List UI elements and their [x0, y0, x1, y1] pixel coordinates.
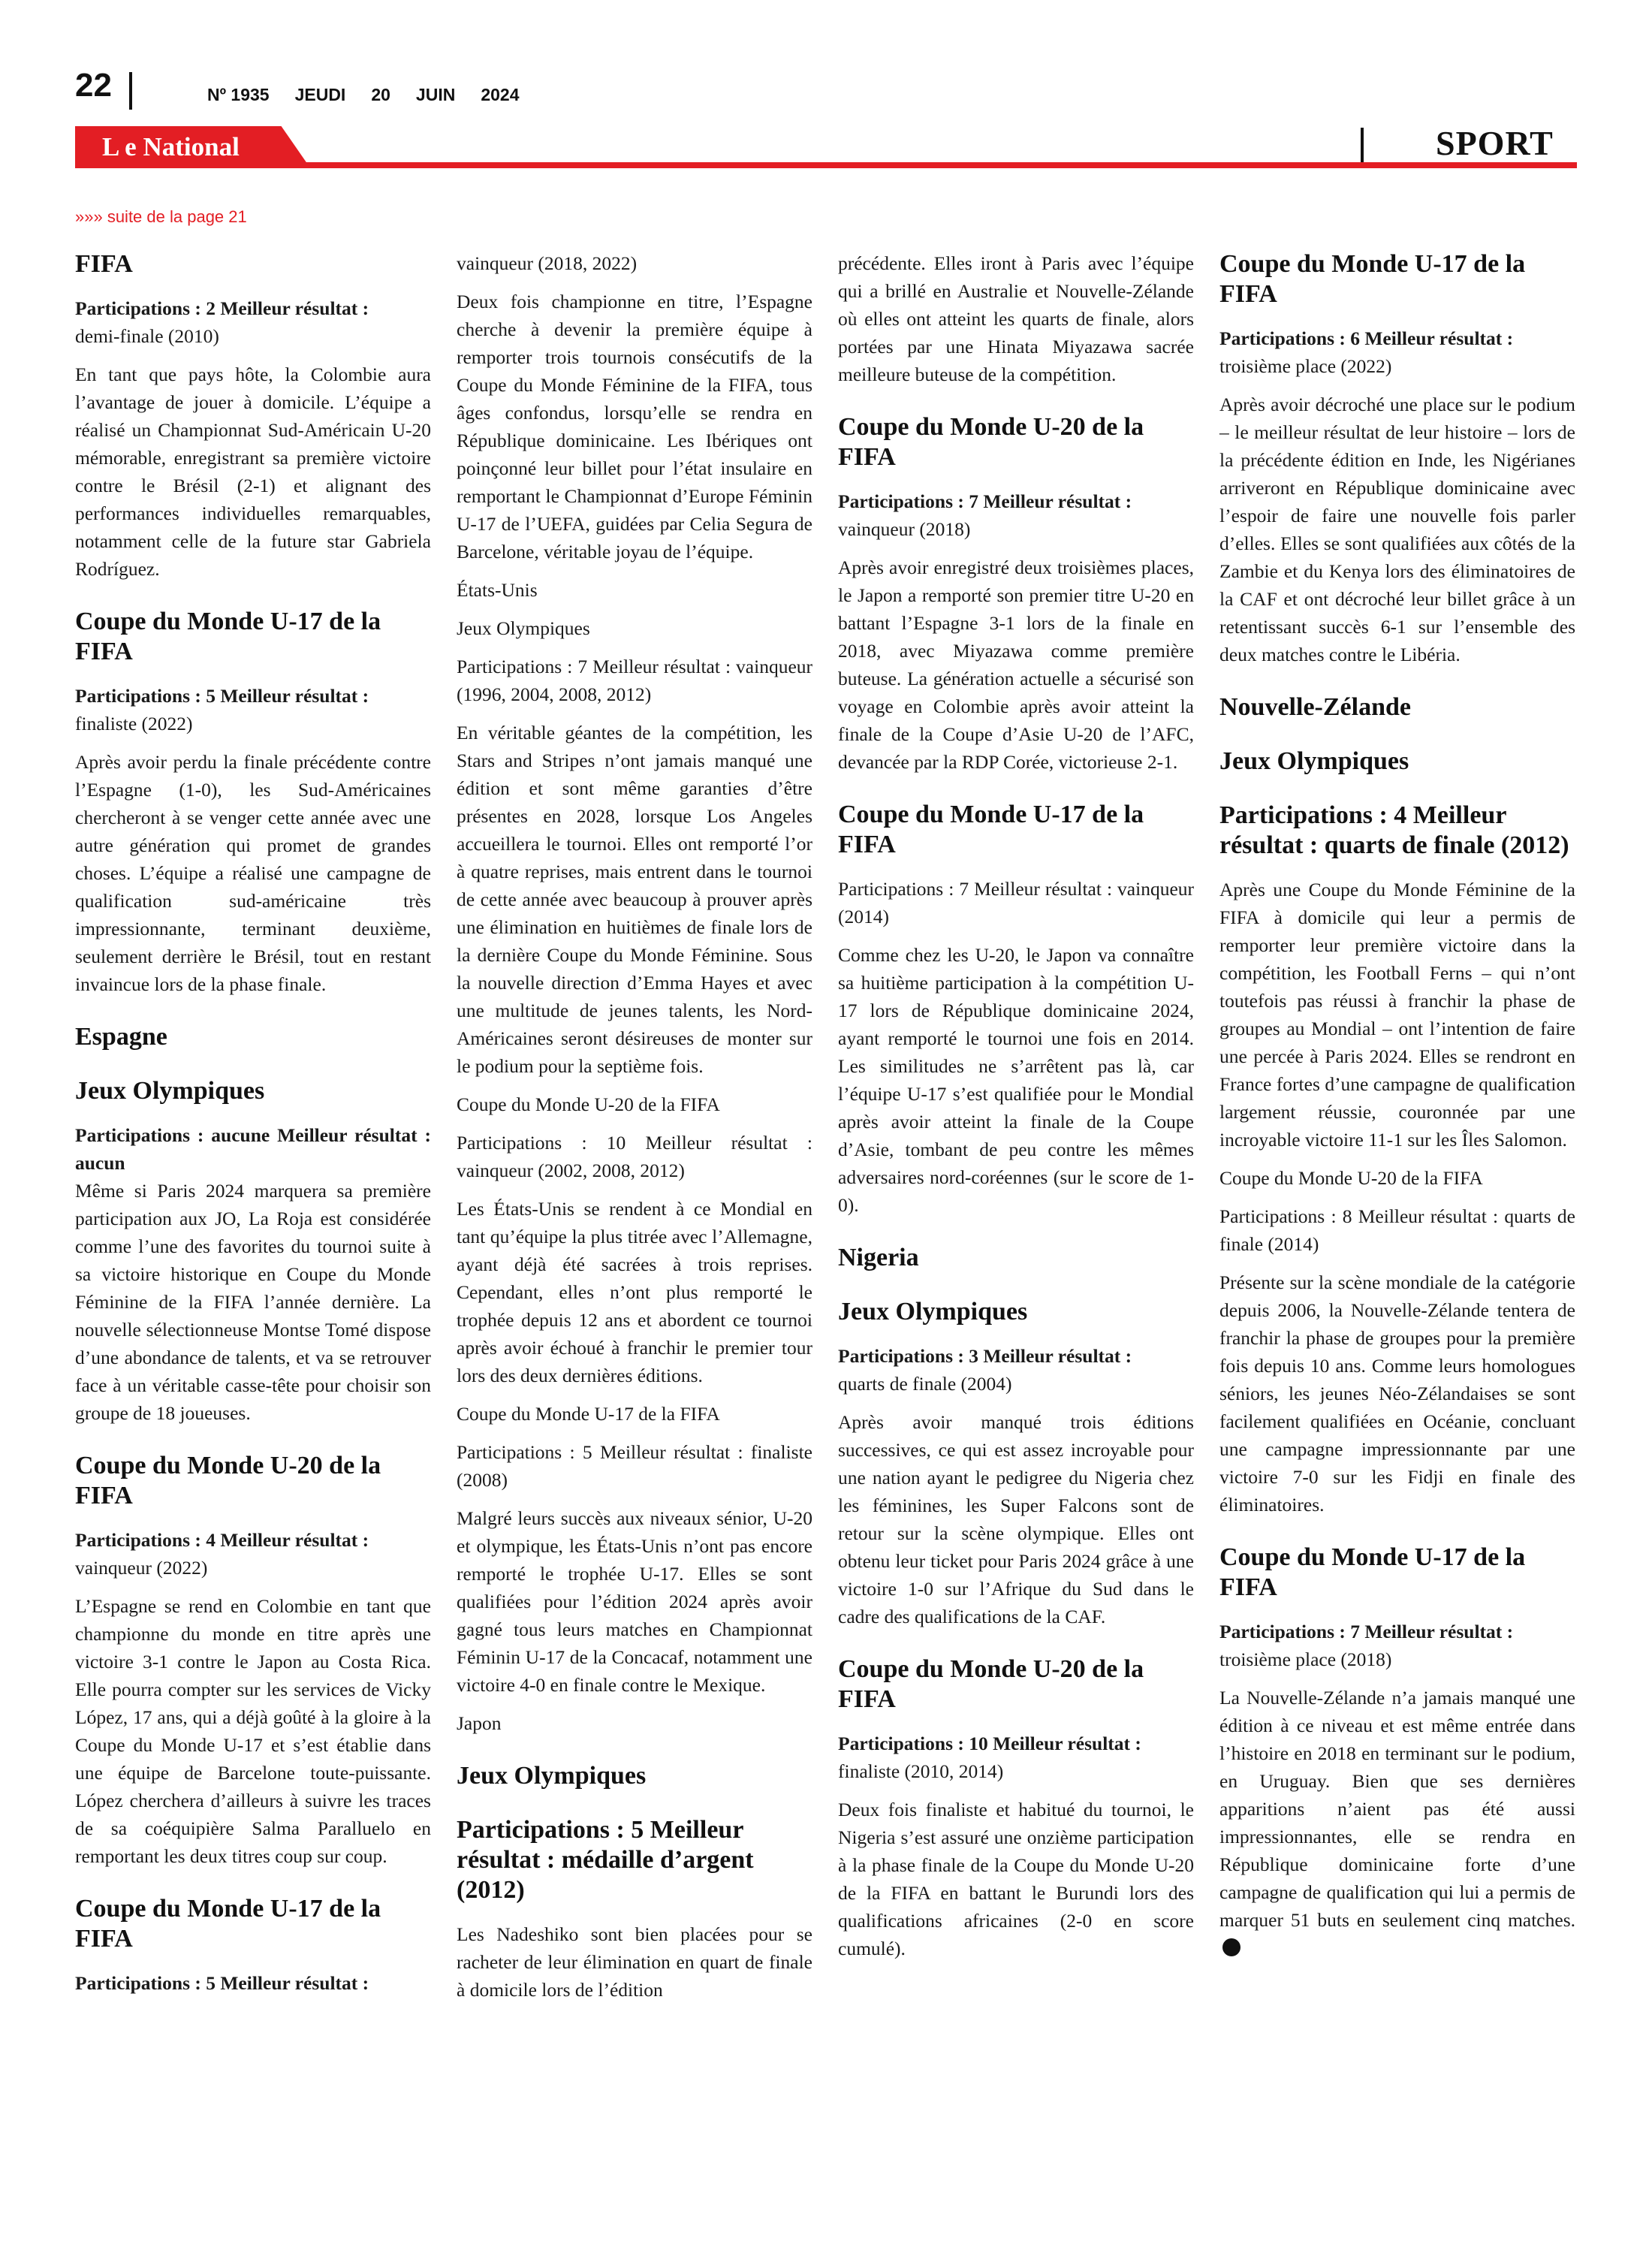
issue-day: JEUDI: [294, 85, 346, 104]
paragraph: [838, 1408, 1194, 1630]
block-text: Participations : 7 Meilleur résultat : vainqueur (1996, 2004, 2008, 2012): [457, 656, 812, 705]
participation-summary: [838, 1730, 1194, 1757]
participation-summary: [838, 1342, 1194, 1370]
block-text: vainqueur (2018): [838, 518, 971, 540]
issue-meta: [207, 86, 545, 104]
participation-summary: [75, 1969, 431, 1997]
block-text: En tant que pays hôte, la Colombie aura l’avantage de jouer à domicile. L’équipe a réalisé un Championnat Sud-Américain U-20 mémorable, enregistrant sa première victoire contre le Brésil (2-1) et alignant des performances individuelles remarquables, notamment celle de la future star Gabriela Rodríguez.: [75, 363, 431, 580]
section-heading: [838, 800, 1194, 860]
best-result: [75, 322, 431, 350]
section-heading: [838, 1654, 1194, 1715]
block-text: États-Unis: [457, 579, 538, 601]
paragraph: [838, 1796, 1194, 1962]
block-text: Participations : 5 Meilleur résultat : médaille d’argent (2012): [457, 1816, 754, 1904]
block-text: Participations : 7 Meilleur résultat :: [1219, 1621, 1514, 1642]
paragraph: [1219, 1684, 1575, 1962]
section-title: SPORT: [1436, 124, 1554, 162]
subheading: [457, 1400, 812, 1428]
best-result: [838, 1757, 1194, 1785]
block-text: Participations : 10 Meilleur résultat : vainqueur (2002, 2008, 2012): [457, 1132, 812, 1181]
block-text: Participations : 10 Meilleur résultat :: [838, 1733, 1141, 1754]
block-text: Après avoir décroché une place sur le podium – le meilleur résultat de leur histoire – lors de la précédente édition en Inde, les Nigérianes arriveront en République dominicaine avec l’espoir de faire une nouvelle fois parler d’elles. Elles se sont qualifiées aux côtés de la Zambie et du Kenya lors des éliminatoires de la CAF et ont décroché leur billet grâce à un retentissant succès 6-1 sur l’ensemble des deux matches contre le Libéria.: [1219, 394, 1575, 665]
issue-month: JUIN: [415, 85, 456, 104]
block-text: Après une Coupe du Monde Féminine de la FIFA à domicile qui leur a permis de remporter leur première victoire dans la compétition, les Football Ferns – qui n’ont toutefois pas réussi à franchir la phase de groupes au Mondial – ont l’intention de faire une percée à Paris 2024. Elles se rendront en France fortes d’une campagne de qualification largement réussie, couronnée par une incroyable victoire 11-1 sur les Îles Salomon.: [1219, 879, 1575, 1151]
paragraph: [457, 1504, 812, 1699]
block-text: Coupe du Monde U-20 de la FIFA: [838, 413, 1144, 471]
section-heading: [75, 1076, 431, 1106]
paragraph: [75, 360, 431, 583]
block-text: Espagne: [75, 1023, 167, 1051]
participation-summary: [75, 1526, 431, 1554]
block-text: Coupe du Monde U-17 de la FIFA: [75, 608, 381, 665]
block-text: Jeux Olympiques: [457, 1762, 647, 1790]
subheading: [457, 614, 812, 642]
issue-number: Nº 1935: [207, 85, 270, 104]
block-text: Après avoir enregistré deux troisièmes places, le Japon a remporté son premier titre U-20 en battant l’Espagne 3-1 lors de la finale en 2018, avec Miyazawa comme première buteuse. La génération actuelle a sécurisé son voyage en Colombie après avoir atteint la finale de la Coupe d’Asie U-20 de l’AFC, devancée par la RDP Corée, victorieuse 2-1.: [838, 556, 1194, 773]
block-text: Deux fois finaliste et habitué du tournoi, le Nigeria s’est assuré une onzième participation à la phase finale de la Coupe du Monde U-20 de la FIFA en battant le Burundi lors des qualifications africaines (2-0 en score cumulé).: [838, 1799, 1194, 1959]
block-text: Participations : 7 Meilleur résultat :: [838, 490, 1132, 512]
participation-summary: [75, 682, 431, 710]
participation-summary: [838, 487, 1194, 515]
best-result: [457, 249, 812, 277]
block-text: Jeux Olympiques: [1219, 747, 1409, 775]
block-text: Participations : 4 Meilleur résultat :: [75, 1529, 369, 1551]
block-text: Deux fois championne en titre, l’Espagne cherche à devenir la première équipe à remporter trois tournois consécutifs de la Coupe du Monde Féminine de la FIFA, tous âges confondus, lorsqu’elle se rendra en République dominicaine. Les Ibériques ont poinçonné leur billet pour l’état insulaire en remportant le Championnat d’Europe Féminin U-17 de l’UEFA, guidées par Celia Segura de Barcelone, véritable joyau de l’équipe.: [457, 291, 812, 562]
block-text: demi-finale (2010): [75, 325, 219, 347]
block-text: Les Nadeshiko sont bien placées pour se racheter de leur élimination en quart de finale à domicile lors de l’édition: [457, 1923, 812, 2001]
section-heading: [457, 1761, 812, 1791]
block-text: Coupe du Monde U-17 de la FIFA: [457, 1403, 720, 1425]
block-text: Coupe du Monde U-17 de la FIFA: [1219, 250, 1526, 308]
section-heading: [838, 1243, 1194, 1273]
paragraph: [75, 1592, 431, 1870]
block-text: Participations : 2 Meilleur résultat :: [75, 297, 369, 319]
article-column-3: [838, 249, 1194, 1973]
section-separator: [1361, 128, 1364, 162]
block-text: Coupe du Monde U-17 de la FIFA: [75, 1895, 381, 1953]
section-heading: [75, 249, 431, 279]
block-text: Participations : aucune Meilleur résultat : aucun: [75, 1124, 431, 1174]
block-text: Jeux Olympiques: [457, 617, 590, 639]
block-text: vainqueur (2022): [75, 1557, 208, 1579]
block-text: Jeux Olympiques: [75, 1077, 265, 1105]
block-text: Coupe du Monde U-17 de la FIFA: [838, 801, 1144, 858]
block-text: Participations : 8 Meilleur résultat : quarts de finale (2014): [1219, 1205, 1575, 1255]
section-heading: [75, 1022, 431, 1052]
block-text: Japon: [457, 1712, 502, 1734]
best-result: [1219, 1645, 1575, 1673]
article-column-4: [1219, 249, 1575, 1972]
block-text: Après avoir perdu la finale précédente contre l’Espagne (1-0), les Sud-Américaines chercheront à se venger cette année avec une autre génération qui promet de grandes choses. L’équipe a réalisé une campagne de qualification sud-américaine très impressionnante, terminant deuxième, seulement derrière le Brésil, tout en restant invaincue lors de la phase finale.: [75, 751, 431, 995]
best-result: [75, 710, 431, 737]
block-text: Participations : 5 Meilleur résultat :: [75, 1972, 369, 1994]
block-text: Participations : 3 Meilleur résultat :: [838, 1345, 1132, 1367]
paragraph: [1219, 876, 1575, 1154]
header-separator: [129, 72, 132, 110]
block-text: Les États-Unis se rendent à ce Mondial en tant qu’équipe la plus titrée avec l’Allemagne, ayant déjà été sacrées à trois reprises. Cependant, elles n’ont plus remporté le trophée depuis 12 ans et abordent ce tournoi après avoir échoué à franchir le premier tour lors des deux dernières éditions.: [457, 1198, 812, 1386]
page-number: 22: [75, 67, 112, 104]
block-text: Participations : 6 Meilleur résultat :: [1219, 327, 1514, 349]
block-text: Même si Paris 2024 marquera sa première participation aux JO, La Roja est considérée comme l’une des favorites du tournoi suite à sa victoire historique en Coupe du Monde Féminine de la FIFA l’année dernière. La nouvelle sélectionneuse Montse Tomé dispose d’une abondance de talents, et va se retrouver face à un véritable casse-tête pour choisir son groupe de 18 joueuses.: [75, 1180, 431, 1424]
block-text: Malgré leurs succès aux niveaux sénior, U-20 et olympique, les États-Unis n’ont pas encore remporté le trophée U-17. Elles se sont qualifiées pour l’édition 2024 après avoir gagné tous leurs matches en Championnat Féminin U-17 de la Concacaf, notamment une victoire 4-0 en finale contre le Mexique.: [457, 1507, 812, 1696]
article-column-2: [457, 249, 812, 2014]
best-result: [75, 1554, 431, 1582]
block-text: L’Espagne se rend en Colombie en tant que championne du monde en titre après une victoire 3-1 contre le Japon au Costa Rica. Elle pourra compter sur les services de Vicky López, 17 ans, qui a déjà goûté à la gloire à la Coupe du Monde U-17 et s’est établie dans une équipe de Barcelone toute-puissante. López cherchera d’ailleurs à suivre les traces de sa coéquipière Salma Paralluelo en remportant les deux titres coup sur coup.: [75, 1595, 431, 1867]
best-result: [838, 515, 1194, 543]
paragraph: [1219, 391, 1575, 668]
section-heading: [838, 1297, 1194, 1327]
block-text: Participations : 7 Meilleur résultat : vainqueur (2014): [838, 878, 1194, 927]
block-text: finaliste (2022): [75, 713, 193, 734]
paragraph: [838, 941, 1194, 1219]
publication-logo: L e National: [102, 132, 240, 161]
participation-summary: [75, 1121, 431, 1177]
paragraph: [457, 1438, 812, 1494]
paragraph: [1219, 1268, 1575, 1519]
paragraph: [457, 288, 812, 566]
end-of-article-icon: [1222, 1938, 1241, 1956]
block-text: Participations : 5 Meilleur résultat :: [75, 685, 369, 707]
block-text: Comme chez les U-20, le Japon va connaître sa huitième participation à la compétition U-17 lors de République dominicaine 2024, ayant remporté le tournoi une fois en 2014. Les similitudes ne s’arrêtent pas là, car l’équipe U-17 s’est qualifiée pour le Mondial après avoir atteint la finale de la Coupe d’Asie, tombant de peu contre les mêmes adversaires nord-coréennes (sur le score de 1-0).: [838, 944, 1194, 1216]
issue-year: 2024: [481, 85, 520, 104]
subheading: [457, 1709, 812, 1737]
issue-date-day: 20: [371, 85, 390, 104]
paragraph: [457, 719, 812, 1080]
block-text: Coupe du Monde U-20 de la FIFA: [838, 1655, 1144, 1713]
section-heading: [75, 1894, 431, 1954]
block-text: précédente. Elles iront à Paris avec l’équipe qui a brillé en Australie et Nouvelle-Zélande où elles ont atteint les quarts de finale, alors portées par une Hinata Miyazawa sacrée meilleure buteuse de la compétition.: [838, 252, 1194, 385]
block-text: En véritable géantes de la compétition, les Stars and Stripes n’ont jamais manqué une édition et sont même garanties d’être présentes en 2028, lorsque Los Angeles accueillera le tournoi. Elles ont remporté l’or à quatre reprises, mais entrent dans le tournoi de cette année avec beaucoup à prouver après une élimination en huitièmes de finale lors de la dernière Coupe du Monde Féminine. Sous la nouvelle direction d’Emma Hayes et avec une multitude de jeunes talents, les Nord-Américaines seront désireuses de monter sur le podium pour la septième fois.: [457, 722, 812, 1077]
block-text: Nouvelle-Zélande: [1219, 693, 1411, 721]
header-red-rule: [75, 162, 1577, 168]
subheading: [1219, 1164, 1575, 1192]
block-text: Coupe du Monde U-20 de la FIFA: [75, 1452, 381, 1510]
block-text: finaliste (2010, 2014): [838, 1760, 1004, 1782]
paragraph: [457, 653, 812, 708]
subheading: [457, 1090, 812, 1118]
block-text: Nigeria: [838, 1244, 919, 1271]
section-heading: [1219, 746, 1575, 777]
paragraph: [75, 1177, 431, 1427]
paragraph: [457, 1129, 812, 1184]
paragraph: [457, 1920, 812, 2004]
block-text: quarts de finale (2004): [838, 1373, 1012, 1395]
subheading: [457, 576, 812, 604]
section-heading: [1219, 692, 1575, 722]
participation-summary: [75, 294, 431, 322]
block-text: Coupe du Monde U-20 de la FIFA: [1219, 1167, 1483, 1189]
best-result: [1219, 352, 1575, 380]
block-text: FIFA: [75, 250, 133, 278]
block-text: Après avoir manqué trois éditions successives, ce qui est assez incroyable pour une nation ayant le pedigree du Nigeria chez les féminines, les Super Falcons sont de retour sur la scène olympique. Elles ont obtenu leur ticket pour Paris 2024 grâce à une victoire 1-0 sur l’Afrique du Sud dans le cadre des qualifications de la CAF.: [838, 1411, 1194, 1627]
block-text: vainqueur (2018, 2022): [457, 252, 638, 274]
block-text: Participations : 5 Meilleur résultat : finaliste (2008): [457, 1441, 812, 1491]
section-heading: [457, 1815, 812, 1905]
best-result: [838, 1370, 1194, 1398]
block-text: troisième place (2018): [1219, 1648, 1392, 1670]
article-column-1: [75, 249, 431, 1997]
section-heading: [1219, 249, 1575, 309]
block-text: troisième place (2022): [1219, 355, 1392, 377]
section-heading: [1219, 801, 1575, 861]
block-text: La Nouvelle-Zélande n’a jamais manqué une édition à ce niveau et est même entrée dans l’histoire en 2018 en terminant sur le podium, en Uruguay. Bien que ses dernières apparitions n’aient pas été aussi impressionnantes, elle se rendra en République dominicaine forte d’une campagne de qualification qui lui a permis de marquer 51 buts en seulement cinq matches.: [1219, 1687, 1575, 1931]
participation-summary: [1219, 324, 1575, 352]
paragraph: [838, 875, 1194, 930]
section-heading: [838, 412, 1194, 472]
paragraph: [838, 249, 1194, 388]
paragraph: [838, 553, 1194, 776]
paragraph: [457, 1195, 812, 1389]
block-text: Coupe du Monde U-20 de la FIFA: [457, 1093, 720, 1115]
block-text: Coupe du Monde U-17 de la FIFA: [1219, 1543, 1526, 1601]
section-heading: [1219, 1543, 1575, 1603]
section-heading: [75, 1451, 431, 1511]
block-text: Jeux Olympiques: [838, 1298, 1028, 1326]
block-text: Présente sur la scène mondiale de la catégorie depuis 2006, la Nouvelle-Zélande tentera de franchir la phase de groupes pour la première fois depuis 10 ans. Comme leurs homologues séniors, les jeunes Néo-Zélandaises se sont facilement qualifiées en Océanie, concluant une campagne impressionnante par une victoire 7-0 sur les Fidji en finale des éliminatoires.: [1219, 1271, 1575, 1516]
block-text: Participations : 4 Meilleur résultat : quarts de finale (2012): [1219, 801, 1569, 859]
paragraph: [75, 748, 431, 998]
participation-summary: [1219, 1618, 1575, 1645]
paragraph: [1219, 1202, 1575, 1258]
section-heading: [75, 607, 431, 667]
continued-from: »»» suite de la page 21: [75, 207, 247, 226]
